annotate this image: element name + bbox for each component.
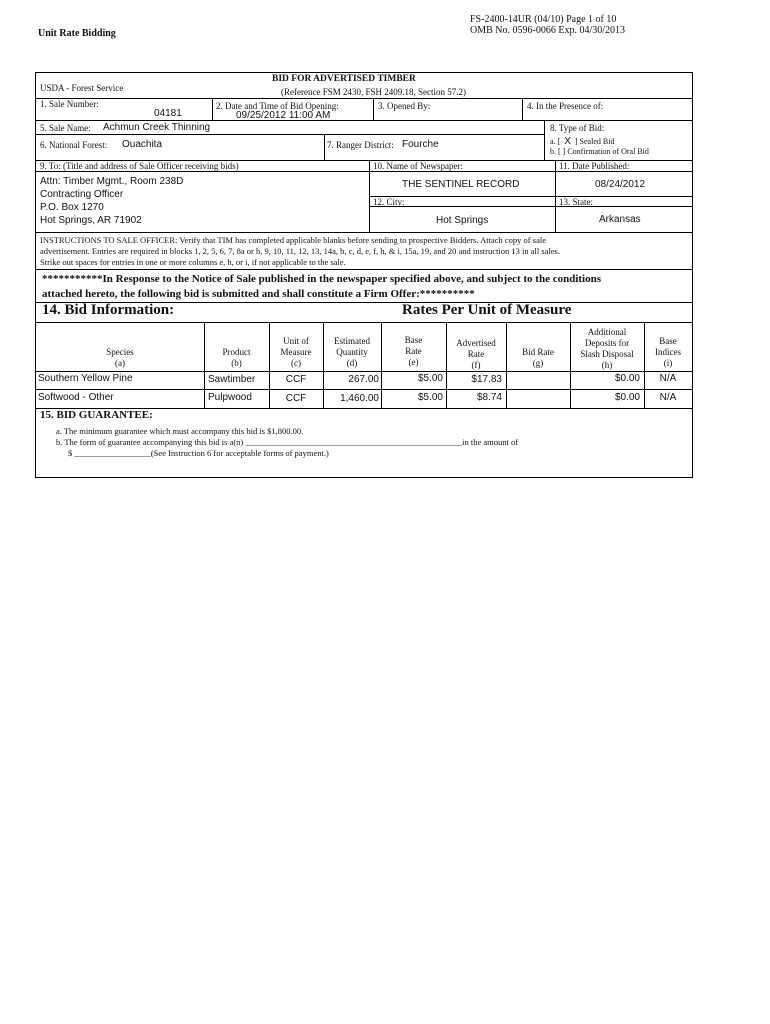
divider <box>522 98 523 120</box>
national-forest-label: 6. National Forest: <box>40 140 108 150</box>
bid-type-a-prefix: a. [ <box>550 137 561 146</box>
instructions-line: Strike out spaces for entries in one or more columns e, h, or i, if not applicable to the sale. <box>40 257 346 267</box>
divider <box>212 98 213 120</box>
guarantee-form-field[interactable]: b. The form of guarantee accompanying this bid is a(n) ___________________________________________________in the amount of <box>56 437 519 447</box>
header-line: Unit of <box>283 336 309 346</box>
national-forest-field[interactable]: Ouachita <box>122 139 163 150</box>
form-reference: (Reference FSM 2430, FSH 2409.18, Section 57.2) <box>281 87 466 97</box>
col-header-base-rate <box>381 335 446 368</box>
bid-datetime-label: 2. Date and Time of Bid Opening: <box>216 101 339 111</box>
header-line: Species <box>106 347 134 357</box>
address-line: P.O. Box 1270 <box>40 202 104 213</box>
divider <box>36 389 692 390</box>
header-line: (e) <box>408 357 419 367</box>
divider <box>369 206 692 207</box>
cell-unit[interactable]: CCF <box>285 374 307 385</box>
col-header-product <box>204 347 269 369</box>
header-line: Bid Rate <box>522 347 554 357</box>
header-line: Slash Disposal <box>580 349 634 359</box>
instructions-block <box>40 235 560 268</box>
divider <box>36 120 544 121</box>
state-label: 13. State: <box>559 197 593 207</box>
bid-type-a-text: ] Sealed Bid <box>574 137 615 146</box>
newspaper-field[interactable]: THE SENTINEL RECORD <box>402 179 520 190</box>
cell-base-rate[interactable]: $5.00 <box>417 392 443 403</box>
instructions-line: advertisement. Entries are required in blocks 1, 2, 5, 6, 7, 8a or b, 9, 10, 11, 12, 13, 14a, b, c, d, e, f, h, & i, 15a, 19, and 20 and instruction 13 in all sales. <box>40 246 560 256</box>
cell-product[interactable]: Sawtimber <box>208 374 256 385</box>
sale-officer-address[interactable] <box>40 175 183 227</box>
form-identifier <box>470 14 625 36</box>
presence-label: 4. In the Presence of: <box>527 101 604 111</box>
divider <box>36 232 692 233</box>
opened-by-label: 3. Opened By: <box>378 101 431 111</box>
header-line: (i) <box>663 358 673 368</box>
divider <box>36 371 692 372</box>
cell-deposits[interactable]: $0.00 <box>614 373 640 384</box>
col-header-advertised-rate <box>446 338 506 371</box>
header-line: (f) <box>471 360 481 370</box>
col-header-indices <box>644 336 692 369</box>
date-published-label: 11. Date Published: <box>559 161 630 171</box>
divider <box>36 269 692 270</box>
cell-product[interactable]: Pulpwood <box>208 392 252 403</box>
cell-base-rate[interactable]: $5.00 <box>417 373 443 384</box>
header-line: (a) <box>115 358 125 368</box>
cell-advertised-rate[interactable]: $17.83 <box>471 374 502 385</box>
rates-title: Rates Per Unit of Measure <box>402 302 572 318</box>
city-label: 12. City: <box>373 197 405 207</box>
header-line: Rate <box>405 346 422 356</box>
header-line: Rate <box>467 349 485 359</box>
to-label: 9. To: (Title and address of Sale Officer receiving bids) <box>40 161 239 171</box>
sale-number-field[interactable]: 04181 <box>154 108 182 119</box>
col-header-bid-rate <box>506 347 570 369</box>
header-line: Deposits for <box>584 338 630 348</box>
address-line: Hot Springs, AR 71902 <box>40 215 142 226</box>
instructions-line: INSTRUCTIONS TO SALE OFFICER: Verify that TIM has completed applicable blanks before sending to prospective Bidders. Attach copy of sale <box>40 235 546 245</box>
guarantee-amount-field[interactable]: $ __________________(See Instruction 6 for acceptable forms of payment.) <box>68 448 329 458</box>
cell-indices[interactable]: N/A <box>659 373 677 384</box>
cell-indices[interactable]: N/A <box>659 392 677 403</box>
document-label: Unit Rate Bidding <box>38 28 116 39</box>
bid-datetime-field[interactable]: 09/25/2012 11:00 AM <box>236 110 331 121</box>
city-field[interactable]: Hot Springs <box>436 215 489 226</box>
bid-guarantee-title: 15. BID GUARANTEE: <box>40 409 153 421</box>
bid-type-oral-checkbox[interactable]: b. [ ] Confirmation of Oral Bid <box>550 147 649 156</box>
sealed-bid-checkbox[interactable]: X <box>564 136 571 147</box>
bid-form <box>35 72 693 478</box>
address-line: Attn: Timber Mgmt., Room 238D <box>40 176 184 187</box>
header-line: Measure <box>280 347 312 357</box>
ranger-district-label: 7. Ranger District: <box>327 140 394 150</box>
sale-number-label: 1. Sale Number: <box>40 99 99 109</box>
date-published-field[interactable]: 08/24/2012 <box>595 179 646 190</box>
form-number: FS-2400-14UR (04/10) Page 1 of 10 <box>470 14 617 25</box>
header-line: Base <box>659 336 677 346</box>
sale-name-field[interactable]: Achmun Creek Thinning <box>103 122 211 133</box>
cell-quantity[interactable]: 1,460.00 <box>340 393 379 404</box>
ranger-district-field[interactable]: Fourche <box>402 139 439 150</box>
divider <box>36 322 692 323</box>
divider <box>369 196 692 197</box>
header-line: Product <box>222 347 251 357</box>
bid-info-title: 14. Bid Information: <box>42 302 175 318</box>
divider <box>369 171 692 172</box>
divider <box>544 120 692 121</box>
offer-line: ***********In Response to the Notice of Sale published in the newspaper specified above, and subject to the conditions <box>42 273 602 285</box>
header-line: Advertised <box>456 338 496 348</box>
offer-line: attached hereto, the following bid is submitted and shall constitute a Firm Offer:********** <box>42 288 475 300</box>
newspaper-label: 10. Name of Newspaper: <box>373 161 463 171</box>
col-header-deposits <box>570 327 644 371</box>
divider <box>36 171 369 172</box>
header-line: (d) <box>346 358 358 368</box>
divider <box>36 98 692 99</box>
divider <box>373 98 374 120</box>
form-title: BID FOR ADVERTISED TIMBER <box>272 74 416 84</box>
agency-label: USDA - Forest Service <box>40 83 124 93</box>
state-field[interactable]: Arkansas <box>599 214 641 225</box>
header-line: Quantity <box>336 347 368 357</box>
bid-type-sealed[interactable] <box>550 136 614 147</box>
cell-species[interactable]: Softwood - Other <box>38 392 114 403</box>
header-line: (b) <box>231 358 242 368</box>
col-header-quantity <box>323 336 381 369</box>
cell-quantity[interactable]: 267.00 <box>348 374 379 385</box>
col-header-species <box>36 347 204 369</box>
divider <box>36 134 544 135</box>
divider <box>544 120 545 160</box>
header-line: (g) <box>532 358 544 368</box>
header-line: Indices <box>655 347 681 357</box>
guarantee-minimum: a. The minimum guarantee which must accompany this bid is $1,800.00. <box>56 426 304 436</box>
cell-species[interactable]: Southern Yellow Pine <box>38 373 133 384</box>
sale-name-label: 5. Sale Name: <box>40 123 91 133</box>
divider <box>324 134 325 160</box>
header-line: Base <box>404 335 423 345</box>
firm-offer-statement <box>42 272 601 302</box>
bid-type-label: 8. Type of Bid: <box>550 123 605 133</box>
cell-advertised-rate[interactable]: $8.74 <box>476 392 502 403</box>
header-line: (h) <box>601 360 613 370</box>
cell-unit[interactable]: CCF <box>285 393 307 404</box>
header-line: Additional <box>587 327 627 337</box>
header-line: Estimated <box>334 336 370 346</box>
address-line: Contracting Officer <box>40 189 124 200</box>
col-header-unit <box>269 336 323 369</box>
header-line: (c) <box>291 358 301 368</box>
omb-number: OMB No. 0596-0066 Exp. 04/30/2013 <box>470 25 625 36</box>
cell-deposits[interactable]: $0.00 <box>614 392 640 403</box>
